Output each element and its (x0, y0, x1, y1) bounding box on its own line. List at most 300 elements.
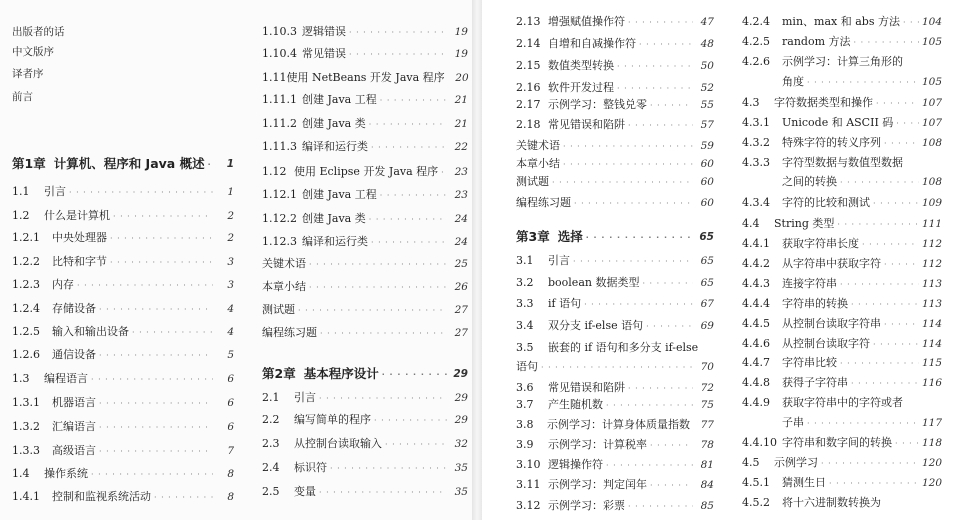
toc-entry-number: 1.2.3 (12, 278, 40, 291)
toc-entry-title: min、max 和 abs 方法 (782, 15, 900, 28)
toc-entry-page: 120 (921, 477, 942, 489)
toc-entry (262, 410, 468, 430)
toc-entry-title: 将十六进制数转换为 (782, 496, 881, 509)
dot-leader (113, 206, 213, 227)
toc-entry-title: 示例学习：计算税率 (548, 438, 647, 451)
toc-entry-number: 1.2.1 (12, 231, 40, 244)
toc-entry (262, 277, 468, 297)
toc-entry-title: 编写简单的程序 (294, 413, 371, 426)
toc-entry-title: 自增和自减操作符 (548, 37, 636, 50)
toc-entry-page: 67 (700, 298, 714, 310)
toc-entry-title: 字符串和数字间的转换 (782, 436, 892, 449)
toc-entry (12, 42, 234, 62)
toc-entry-title: 数值类型转换 (548, 59, 614, 72)
dot-leader (851, 294, 919, 315)
toc-entry-title: 中央处理器 (52, 231, 107, 244)
toc-entry (262, 388, 468, 408)
dot-leader (369, 114, 447, 135)
toc-entry-number: 2.2 (262, 413, 280, 426)
toc-entry-title: 示例学习：计算三角形的 (782, 55, 903, 68)
dot-leader (371, 232, 447, 253)
toc-entry-number: 1.2.5 (12, 325, 40, 338)
toc-entry-title: random 方法 (782, 35, 851, 48)
toc-entry-title: 逻辑错误 (302, 25, 346, 38)
toc-entry-title: 逻辑操作符 (548, 458, 603, 471)
dot-leader (873, 334, 919, 355)
toc-entry-number: 3.5 (516, 341, 534, 354)
toc-entry-number: 1.1 (12, 185, 30, 198)
toc-entry (742, 113, 942, 133)
dot-leader (91, 369, 213, 390)
dot-leader (650, 475, 693, 496)
toc-entry-page: 107 (921, 97, 942, 109)
toc-entry-title: 引言 (44, 185, 66, 198)
book-gutter (472, 0, 482, 520)
toc-entry (742, 274, 942, 294)
toc-entry (742, 314, 942, 334)
dot-leader (876, 93, 919, 114)
toc-entry (516, 294, 714, 314)
toc-entry (262, 323, 468, 343)
toc-entry-page: 120 (921, 457, 942, 469)
toc-entry-number: 2.13 (516, 15, 541, 28)
toc-entry-number: 4.5 (742, 456, 760, 469)
toc-entry-title: 计算机、程序和 Java 概述 (53, 156, 205, 171)
toc-entry-page: 23 (454, 166, 468, 178)
toc-entry-number: 4.4.5 (742, 317, 770, 330)
toc-entry-title: 关键术语 (516, 139, 560, 152)
toc-entry-page: 29 (454, 414, 468, 426)
toc-entry-page: 60 (700, 197, 714, 209)
toc-entry-page: 5 (227, 349, 234, 361)
toc-entry-page: 6 (227, 397, 234, 409)
toc-entry-title: 比特和字节 (52, 255, 107, 268)
toc-entry-title: 输入和输出设备 (52, 325, 129, 338)
toc-entry-page: 69 (700, 320, 714, 332)
dot-leader (110, 252, 213, 273)
dot-leader (99, 345, 213, 366)
toc-entry-title: 创建 Java 类 (302, 212, 366, 225)
toc-entry-page: 23 (454, 189, 468, 201)
toc-entry-page: 20 (455, 72, 469, 84)
toc-entry-number: 2.4 (262, 461, 280, 474)
toc-entry (262, 114, 468, 134)
toc-entry (742, 493, 942, 513)
toc-entry-page: 35 (454, 486, 468, 498)
toc-entry-title: 从控制台读取字符 (782, 337, 870, 350)
toc-entry-number: 2.17 (516, 98, 541, 111)
toc-entry-page: 77 (700, 419, 714, 431)
toc-entry-number: 4.4 (742, 217, 760, 230)
toc-entry-number: 2.1 (262, 391, 280, 404)
toc-entry-title: 示例学习：彩票 (548, 499, 625, 512)
dot-leader (840, 274, 919, 295)
toc-entry-page: 108 (921, 137, 942, 149)
toc-entry (12, 64, 234, 84)
toc-entry (262, 434, 468, 454)
toc-entry-page: 8 (227, 491, 234, 503)
toc-entry (742, 294, 942, 314)
toc-entry-page: 22 (454, 141, 468, 153)
toc-entry (262, 458, 468, 478)
toc-entry-number: 4.3.4 (742, 196, 770, 209)
toc-entry-page: 105 (921, 36, 942, 48)
toc-entry-title: 字符串的转换 (782, 297, 848, 310)
toc-entry (742, 234, 942, 254)
toc-entry (742, 393, 942, 413)
toc-entry (262, 44, 468, 64)
toc-entry-number: 4.5.2 (742, 496, 770, 509)
toc-entry-title: 使用 Eclipse 开发 Java 程序 (294, 165, 439, 178)
toc-entry (12, 369, 234, 389)
dot-leader (884, 254, 919, 275)
toc-entry-number: 1.11.2 (262, 117, 297, 130)
toc-entry-page: 6 (227, 373, 234, 385)
toc-entry-title: 引言 (294, 391, 316, 404)
toc-entry-title: 创建 Java 类 (302, 117, 366, 130)
toc-entry-page: 104 (921, 16, 942, 28)
toc-entry-page: 4 (227, 303, 234, 315)
toc-entry (516, 435, 714, 455)
toc-entry (516, 455, 714, 475)
dot-leader (441, 162, 447, 183)
toc-entry-title: 编程语言 (44, 372, 88, 385)
dot-leader (380, 185, 447, 206)
toc-entry-title: 高级语言 (52, 444, 96, 457)
toc-entry (516, 193, 714, 213)
toc-entry (12, 206, 234, 226)
toc-entry-page: 108 (921, 176, 942, 188)
toc-entry-number: 4.3.3 (742, 156, 770, 169)
toc-entry-title: 通信设备 (52, 348, 96, 361)
toc-entry-page: 60 (700, 176, 714, 188)
toc-entry-number: 第3章 (516, 229, 550, 244)
toc-entry-title: 标识符 (294, 461, 327, 474)
dot-leader (884, 314, 919, 335)
toc-entry-page: 7 (227, 445, 234, 457)
toc-entry-page: 2 (227, 210, 234, 222)
toc-entry-page: 59 (700, 140, 714, 152)
dot-leader (385, 434, 447, 455)
toc-entry (12, 322, 234, 342)
toc-entry-title: boolean 数据类型 (548, 276, 640, 289)
toc-entry (742, 12, 942, 32)
toc-entry-number: 3.4 (516, 319, 534, 332)
toc-entry-page: 109 (921, 197, 942, 209)
toc-entry-page: 4 (227, 326, 234, 338)
toc-entry-number: 4.4.9 (742, 396, 770, 409)
toc-entry-page: 55 (700, 99, 714, 111)
toc-entry-number: 4.2.4 (742, 15, 770, 28)
toc-entry (516, 316, 714, 336)
toc-entry-page: 32 (454, 438, 468, 450)
toc-entry (262, 137, 468, 157)
toc-entry (742, 172, 942, 192)
toc-entry-title: 双分支 if-else 语句 (548, 319, 644, 332)
dot-leader (840, 353, 919, 374)
toc-entry-page: 35 (454, 462, 468, 474)
toc-entry-number: 1.11.1 (262, 93, 297, 106)
dot-leader (650, 435, 693, 456)
toc-entry-page: 111 (921, 218, 942, 230)
toc-entry (742, 214, 942, 234)
toc-entry-title: 什么是计算机 (44, 209, 110, 222)
dot-leader (319, 388, 447, 409)
toc-entry-page: 113 (921, 278, 942, 290)
toc-entry (12, 441, 234, 461)
toc-entry (12, 417, 234, 437)
toc-entry-number: 4.4.2 (742, 257, 770, 270)
toc-entry-title: 常见错误和陷阱 (548, 118, 625, 131)
toc-entry-number: 4.4.10 (742, 436, 777, 449)
toc-entry (262, 185, 468, 205)
toc-entry (262, 209, 468, 229)
toc-entry (12, 393, 234, 413)
toc-entry-title: 连接字符串 (782, 277, 837, 290)
toc-entry-number: 3.3 (516, 297, 534, 310)
toc-entry-page: 47 (700, 16, 714, 28)
dot-leader (807, 72, 919, 93)
toc-entry-title: 内存 (52, 278, 74, 291)
toc-entry-number: 2.16 (516, 81, 541, 94)
toc-entry (516, 273, 714, 293)
toc-entry-page: 107 (921, 117, 942, 129)
toc-entry-number: 3.1 (516, 254, 534, 267)
toc-entry-title: 字符的比较和测试 (782, 196, 870, 209)
toc-entry-number: 1.12 (262, 165, 287, 178)
toc-entry-title: 示例学习：判定闰年 (548, 478, 647, 491)
toc-entry (12, 87, 234, 107)
toc-entry (742, 72, 942, 92)
dot-leader (873, 193, 919, 214)
toc-entry-title: 增强赋值操作符 (548, 15, 625, 28)
toc-entry-number: 3.7 (516, 398, 534, 411)
toc-entry-title: 获取字符串长度 (782, 237, 859, 250)
toc-entry-number: 1.11 (262, 71, 287, 84)
dot-leader (840, 172, 919, 193)
toc-entry-title: if 语句 (548, 297, 582, 310)
dot-leader (606, 395, 693, 416)
toc-entry-title: 从控制台读取字符串 (782, 317, 881, 330)
dot-leader (854, 32, 919, 53)
toc-entry-page: 2 (227, 232, 234, 244)
toc-entry-title: 猜测生日 (782, 476, 826, 489)
toc-entry-title: 从字符串中获取字符 (782, 257, 881, 270)
toc-entry-page: 115 (921, 357, 942, 369)
toc-entry-number: 第1章 (12, 156, 46, 171)
toc-entry-page: 65 (700, 255, 714, 267)
toc-entry-page: 6 (227, 421, 234, 433)
dot-leader (821, 453, 919, 474)
toc-entry-number: 2.14 (516, 37, 541, 50)
toc-entry-number: 3.10 (516, 458, 541, 471)
toc-entry (516, 475, 714, 495)
toc-entry-page: 114 (921, 338, 942, 350)
dot-leader (320, 323, 447, 344)
right-page (482, 0, 954, 520)
toc-entry (742, 433, 942, 453)
toc-entry-number: 1.10.4 (262, 47, 297, 60)
toc-entry (262, 68, 468, 88)
toc-entry (262, 482, 468, 502)
toc-entry-number: 4.4.4 (742, 297, 770, 310)
toc-entry-number: 4.3.1 (742, 116, 770, 129)
toc-entry-title: 创建 Java 工程 (302, 93, 377, 106)
toc-entry-number: 2.18 (516, 118, 541, 131)
toc-entry (516, 56, 714, 76)
toc-entry-title: 测试题 (262, 303, 295, 316)
toc-entry (742, 353, 942, 373)
toc-entry-number: 4.4.1 (742, 237, 770, 250)
toc-entry-page: 50 (700, 60, 714, 72)
toc-entry (516, 227, 714, 247)
dot-leader (69, 182, 213, 203)
toc-entry-page: 72 (700, 382, 714, 394)
toc-entry-number: 3.11 (516, 478, 541, 491)
toc-entry (742, 473, 942, 493)
toc-entry (12, 154, 234, 174)
toc-entry-number: 3.12 (516, 499, 541, 512)
toc-entry-number: 1.3.2 (12, 420, 40, 433)
dot-leader (639, 34, 693, 55)
toc-entry-number: 4.2.6 (742, 55, 770, 68)
toc-entry-title: 创建 Java 工程 (302, 188, 377, 201)
toc-entry-title: 示例学习：计算身体质量指数 (547, 418, 690, 431)
toc-entry-number: 4.4.8 (742, 376, 770, 389)
toc-entry-page: 24 (454, 236, 468, 248)
toc-entry-page: 105 (921, 76, 942, 88)
toc-entry-page: 25 (454, 258, 468, 270)
toc-entry (516, 496, 714, 516)
toc-entry-number: 1.3 (12, 372, 30, 385)
toc-entry-page: 27 (454, 327, 468, 339)
toc-entry (262, 22, 468, 42)
toc-entry-page: 65 (700, 277, 714, 289)
dot-leader (110, 228, 213, 249)
toc-entry-page: 21 (454, 94, 468, 106)
toc-entry (516, 95, 714, 115)
dot-leader (617, 56, 693, 77)
toc-entry (516, 251, 714, 271)
toc-entry (516, 115, 714, 135)
toc-entry-number: 4.2.5 (742, 35, 770, 48)
toc-entry (12, 252, 234, 272)
dot-leader (851, 373, 919, 394)
toc-entry-title: 出版者的话 (12, 26, 65, 38)
toc-entry-title: 特殊字符的转义序列 (782, 136, 881, 149)
toc-entry-number: 1.2 (12, 209, 30, 222)
dot-leader (99, 393, 213, 414)
dot-leader (132, 322, 213, 343)
toc-entry-title: 常见错误和陷阱 (548, 381, 625, 394)
dot-leader (309, 277, 447, 298)
dot-leader (829, 473, 919, 494)
toc-entry-title: 从控制台读取输入 (294, 437, 382, 450)
toc-entry-title: 测试题 (516, 175, 549, 188)
toc-entry-page: 85 (700, 500, 714, 512)
toc-entry-title: 字符型数据与数值型数据 (782, 156, 903, 169)
toc-entry-number: 1.12.3 (262, 235, 297, 248)
toc-entry-page: 112 (921, 238, 942, 250)
toc-entry (742, 413, 942, 433)
dot-leader (574, 193, 693, 214)
toc-entry (12, 345, 234, 365)
toc-entry-title: 译者序 (12, 68, 44, 80)
toc-entry-number: 1.3.1 (12, 396, 40, 409)
toc-entry-title: 中文版序 (12, 46, 54, 58)
toc-entry (12, 22, 234, 42)
toc-entry-page: 81 (700, 459, 714, 471)
dot-leader (650, 95, 693, 116)
toc-entry-title: 软件开发过程 (548, 81, 614, 94)
toc-entry-page: 29 (454, 392, 468, 404)
toc-entry-page: 113 (921, 298, 942, 310)
dot-leader (208, 153, 213, 175)
toc-entry-number: 1.2.4 (12, 302, 40, 315)
toc-entry-number: 1.4.1 (12, 490, 40, 503)
toc-entry-page: 19 (454, 26, 468, 38)
dot-leader (99, 417, 213, 438)
toc-entry (262, 90, 468, 110)
dot-leader (349, 22, 447, 43)
toc-entry-title: 前言 (12, 91, 33, 103)
toc-entry-title: 产生随机数 (548, 398, 603, 411)
dot-leader (628, 12, 693, 33)
toc-entry-page: 116 (921, 377, 942, 389)
toc-entry (742, 133, 942, 153)
dot-leader (552, 172, 693, 193)
dot-leader (896, 113, 919, 134)
toc-entry-page: 8 (227, 468, 234, 480)
toc-entry-title: Unicode 和 ASCII 码 (782, 116, 894, 129)
toc-entry-title: 常见错误 (302, 47, 346, 60)
toc-entry (262, 232, 468, 252)
toc-entry (516, 12, 714, 32)
toc-entry-page: 26 (454, 281, 468, 293)
toc-entry-page: 52 (700, 82, 714, 94)
dot-leader (628, 496, 693, 517)
dot-leader (369, 209, 447, 230)
toc-entry-title: 示例学习 (774, 456, 818, 469)
toc-entry (742, 193, 942, 213)
toc-entry-number: 3.9 (516, 438, 534, 451)
toc-entry-page: 57 (700, 119, 714, 131)
toc-entry (12, 275, 234, 295)
toc-entry-title: 子串 (782, 416, 804, 429)
toc-entry-title: 编程练习题 (262, 326, 317, 339)
toc-entry-number: 3.2 (516, 276, 534, 289)
toc-entry (516, 338, 714, 358)
toc-entry-page: 29 (453, 368, 468, 380)
dot-leader (330, 458, 447, 479)
toc-entry-page: 24 (454, 213, 468, 225)
toc-entry (262, 162, 468, 182)
toc-entry-title: 编程练习题 (516, 196, 571, 209)
toc-entry-page: 84 (700, 479, 714, 491)
toc-entry-title: 语句 (516, 360, 538, 373)
toc-entry-title: 操作系统 (44, 467, 88, 480)
toc-entry (742, 453, 942, 473)
dot-leader (606, 455, 693, 476)
toc-entry (516, 34, 714, 54)
dot-leader (573, 251, 693, 272)
toc-entry (516, 395, 714, 415)
dot-leader (646, 316, 693, 337)
toc-entry-number: 1.2.6 (12, 348, 40, 361)
toc-entry-page: 117 (921, 417, 942, 429)
toc-entry-title: 选择 (557, 229, 583, 244)
toc-entry-title: 基本程序设计 (303, 366, 379, 381)
